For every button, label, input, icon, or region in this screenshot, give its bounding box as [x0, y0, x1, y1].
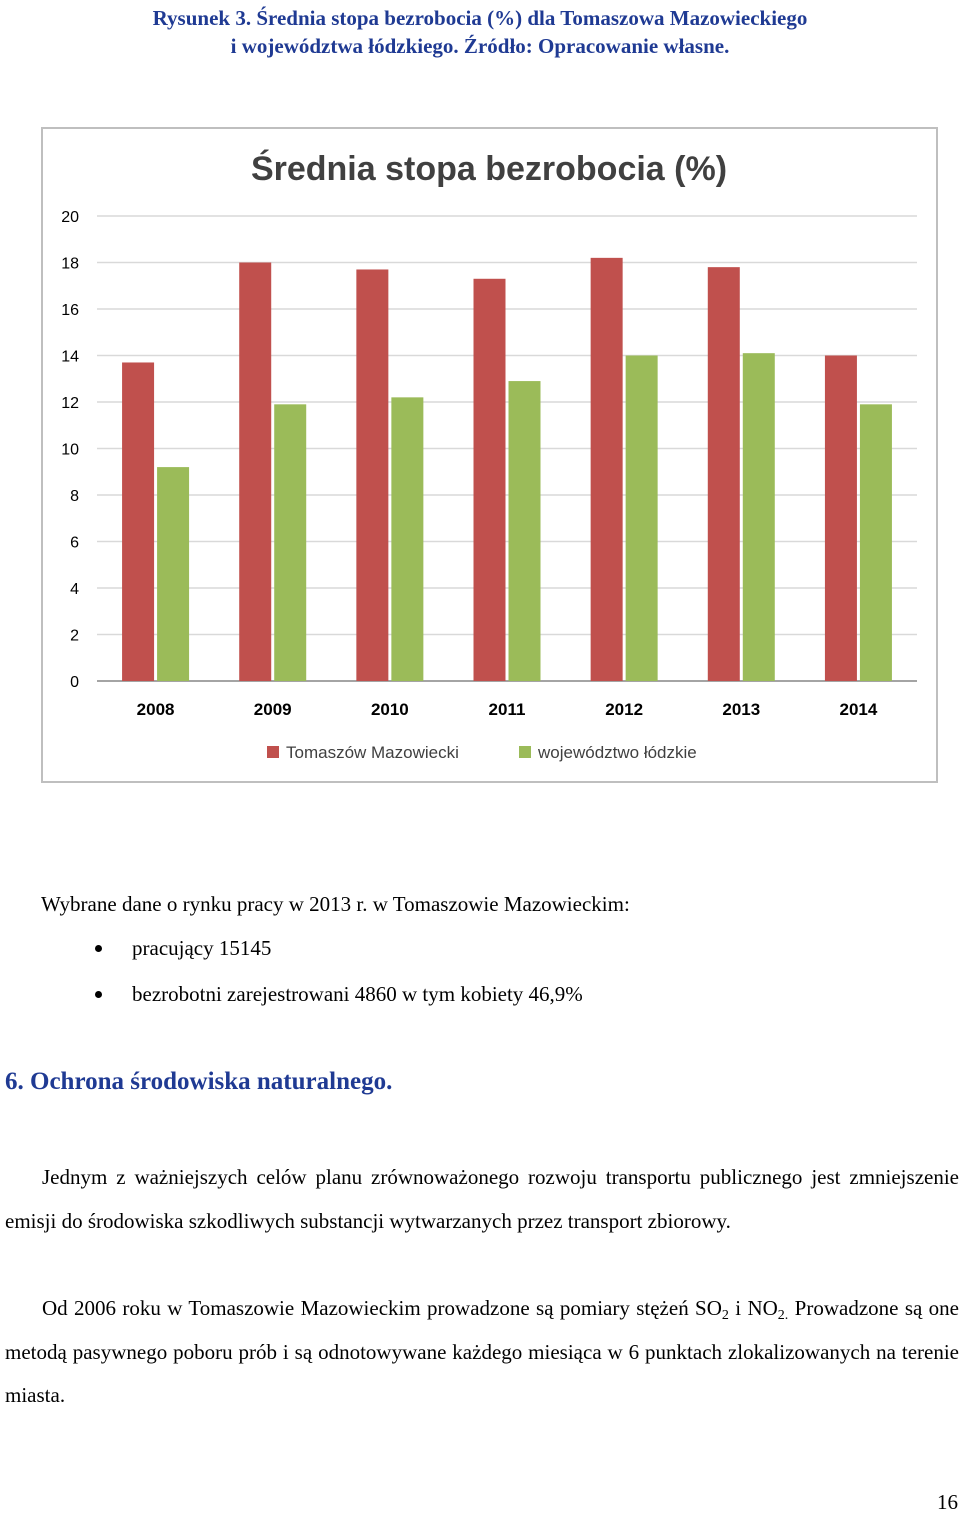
bar-wojewodztwo [509, 381, 541, 681]
gridlines [97, 216, 917, 681]
bullet-text: bezrobotni zarejestrowani 4860 w tym kobiety 46,9% [132, 982, 583, 1006]
bar-tomaszow [825, 356, 857, 682]
bullet-list [95, 932, 583, 1024]
list-item [95, 978, 583, 1024]
bullet-text: pracujący 15145 [132, 936, 272, 960]
caption-line-1: Rysunek 3. Średnia stopa bezrobocia (%) dla Tomaszowa Mazowieckiego [152, 6, 808, 30]
bar-wojewodztwo [860, 404, 892, 681]
legend-swatch [519, 746, 531, 758]
y-tick-label: 0 [70, 674, 79, 691]
paragraph-2-text-2: i NO [728, 1296, 778, 1320]
paragraph-2-text-1: Od 2006 roku w Tomaszowie Mazowieckim prowadzone są pomiary stężeń SO [42, 1296, 722, 1320]
x-category-label: 2010 [370, 700, 409, 719]
bar-wojewodztwo [391, 397, 423, 681]
bar-wojewodztwo [743, 353, 775, 681]
x-category-label: 2008 [136, 700, 175, 719]
bar-tomaszow [591, 258, 623, 681]
y-tick-label: 14 [61, 348, 79, 366]
list-item [95, 932, 583, 978]
x-category-label: 2012 [605, 700, 644, 719]
x-axis-categories [137, 700, 878, 719]
bar-tomaszow [356, 269, 388, 681]
bar-tomaszow [239, 263, 271, 682]
legend-label: Tomaszów Mazowiecki [286, 743, 459, 762]
y-tick-label: 10 [61, 441, 79, 459]
paragraph-2-text-3: Prowadzone są one metodą pasywnego poboru prób i są odnotowywane każdego miesiąca w 6 punktach zlokalizowanych na terenie miasta. [5, 1296, 959, 1407]
legend [267, 743, 697, 762]
y-tick-label: 18 [61, 255, 79, 273]
y-tick-label: 12 [61, 395, 79, 412]
bar-tomaszow [708, 267, 740, 681]
bar-wojewodztwo [626, 356, 658, 682]
y-axis-ticks [61, 209, 79, 691]
subscript-so2: 2 [721, 1308, 729, 1323]
legend-swatch [267, 746, 279, 758]
bar-wojewodztwo [157, 467, 189, 681]
bar-chart [43, 129, 936, 781]
x-category-label: 2011 [488, 700, 526, 719]
subscript-no2: 2. [777, 1308, 789, 1323]
paragraph-1 [5, 1156, 959, 1243]
bar-wojewodztwo [274, 404, 306, 681]
bar-tomaszow [474, 279, 506, 681]
chart-frame [41, 127, 938, 783]
section-heading: 6. Ochrona środowiska naturalnego. [5, 1068, 393, 1095]
y-tick-label: 6 [70, 534, 79, 552]
x-category-label: 2014 [839, 700, 878, 719]
y-tick-label: 8 [70, 488, 79, 505]
legend-label: województwo łódzkie [538, 743, 697, 762]
bar-tomaszow [122, 362, 154, 681]
y-tick-label: 2 [70, 627, 79, 645]
intro-text: Wybrane dane o rynku pracy w 2013 r. w Tomaszowie Mazowieckim: [41, 892, 630, 916]
y-tick-label: 16 [61, 302, 79, 319]
paragraph-2 [5, 1287, 959, 1418]
figure-caption [0, 4, 960, 60]
paragraph-1-text: Jednym z ważniejszych celów planu zrównoważonego rozwoju transportu publicznego jest zmniejszenie emisji do środowiska szkodliwych substancji wytwarzanych przez transport zbiorowy. [5, 1165, 959, 1233]
chart-title: Średnia stopa bezrobocia (%) [250, 150, 728, 188]
page-number: 16 [937, 1490, 958, 1514]
bullet-icon [95, 991, 102, 998]
y-tick-label: 20 [61, 209, 79, 226]
y-tick-label: 4 [70, 581, 79, 598]
bars [122, 258, 892, 681]
x-category-label: 2013 [722, 700, 761, 719]
bullet-icon [95, 945, 102, 952]
caption-line-2: i województwa łódzkiego. Źródło: Opracowanie własne. [230, 34, 730, 58]
x-category-label: 2009 [253, 700, 292, 719]
